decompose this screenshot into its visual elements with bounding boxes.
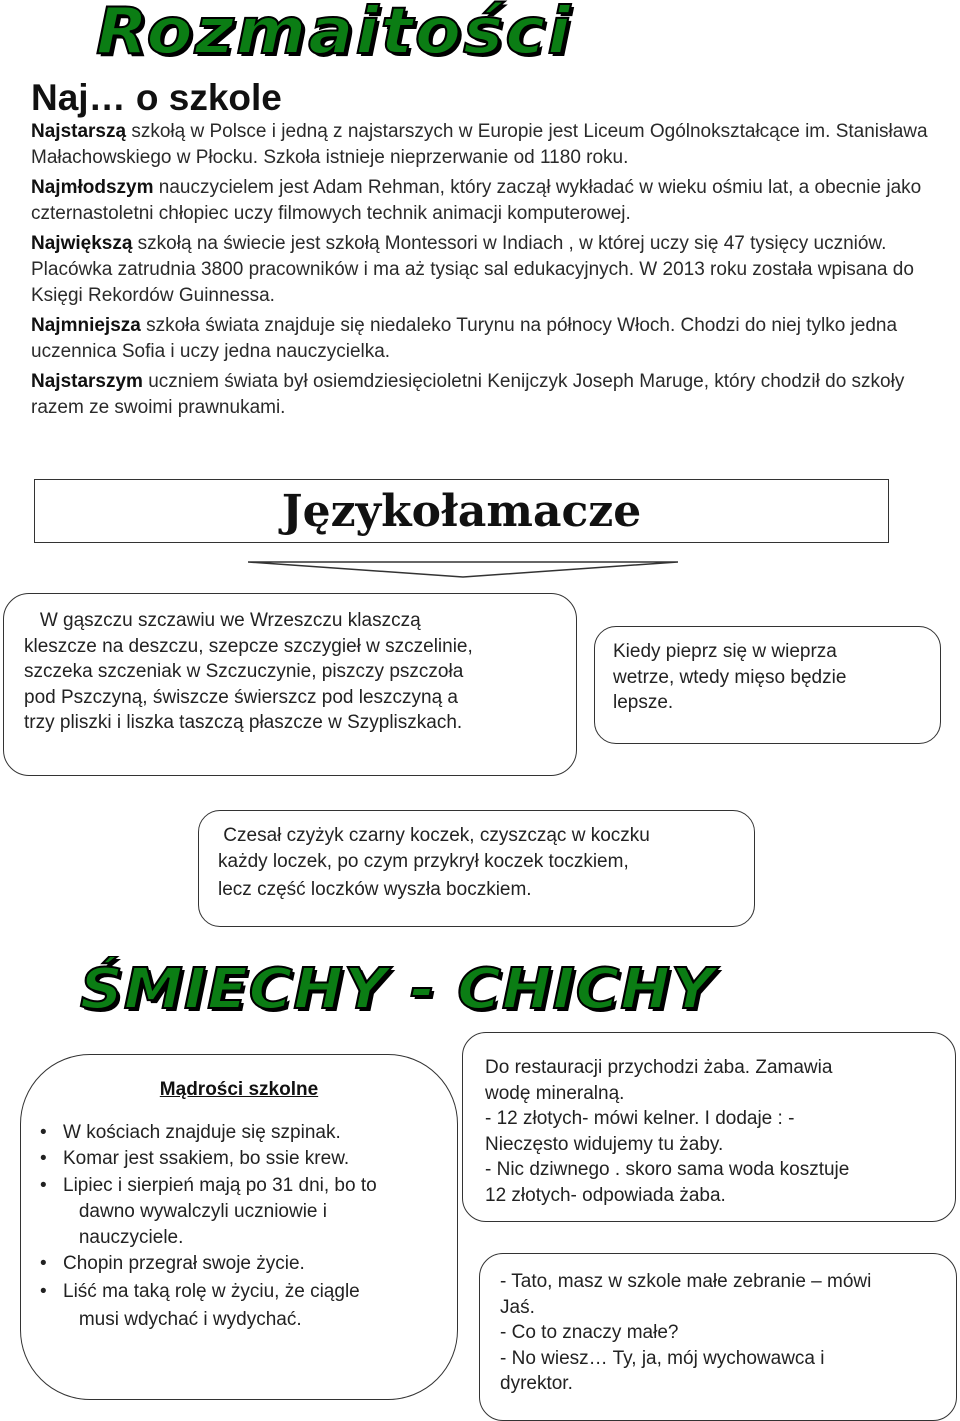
- joke-line: Nieczęsto widujemy tu żaby.: [485, 1133, 724, 1155]
- joke-tato-bubble: [479, 1253, 957, 1421]
- joke-line: 12 złotych- odpowiada żaba.: [485, 1184, 726, 1206]
- joke-line: - 12 złotych- mówi kelner. I dodaje : -: [485, 1108, 795, 1129]
- list-item-text: Liść ma taką rolę w życiu, że ciągle: [63, 1281, 360, 1302]
- paragraph-body: szkołą w Polsce i jedną z najstarszych w Europie jest Liceum Ogólnokształcące im. Stanisława Małachowskiego w Płocku. Szkoła istnieje nieprzerwanie od 1180 roku.: [31, 121, 928, 168]
- twister-line: W gąszczu szczawiu we Wrzeszczu klaszczą: [24, 610, 421, 631]
- naj-paragraph-najmlodszym: [31, 175, 931, 227]
- joke-line: - Co to znaczy małe?: [500, 1322, 679, 1343]
- madrosci-szkolne-heading: Mądrości szkolne: [159, 1079, 319, 1100]
- list-item-text: Lipiec i sierpień mają po 31 dni, bo to: [63, 1175, 377, 1196]
- naj-paragraph-najwieksza: [31, 231, 931, 309]
- paragraph-lead: Najstarszym: [31, 371, 143, 392]
- list-item: [37, 1279, 447, 1335]
- list-item-text: Chopin przegrał swoje życie.: [63, 1253, 305, 1274]
- naj-o-szkole-heading: Naj… o szkole: [31, 77, 282, 118]
- madrosci-szkolne-bubble: [20, 1054, 458, 1400]
- smiechy-chichy-wordart-title: ŚMIECHY - CHICHY: [80, 957, 716, 1022]
- twister-line: trzy pliszki i liszka taszczą płaszcze w Szypliszkach.: [24, 712, 463, 733]
- list-item: [37, 1251, 447, 1277]
- paragraph-lead: Największą: [31, 233, 133, 254]
- bullet-icon: •: [40, 1175, 47, 1196]
- tongue-twister-bubble-2: [594, 626, 941, 744]
- bullet-icon: •: [40, 1281, 47, 1302]
- twister-line: każdy loczek, po czym przykrył koczek toczkiem,: [218, 850, 629, 872]
- joke-line: Jaś.: [500, 1296, 535, 1318]
- list-item-text: W kościach znajduje się szpinak.: [63, 1122, 341, 1143]
- madrosci-list: [31, 1120, 447, 1335]
- bullet-icon: •: [40, 1148, 47, 1169]
- list-item: [37, 1120, 447, 1146]
- tongue-twister-bubble-3: [198, 810, 755, 927]
- paragraph-body: szkoła świata znajduje się niedaleko Turynu na północy Włoch. Chodzi do niej tylko jedna uczennica Sofia i uczy jedna nauczycielka.: [31, 315, 898, 362]
- bullet-icon: •: [40, 1253, 47, 1274]
- list-item: [37, 1146, 447, 1172]
- twister-line: Kiedy pieprz się w wieprza: [613, 641, 837, 662]
- naj-paragraph-najstarsza: [31, 119, 931, 171]
- list-item-text: dawno wywalczyli uczniowie i: [63, 1201, 327, 1222]
- joke-line: - No wiesz… Ty, ja, mój wychowawca i: [500, 1347, 825, 1369]
- paragraph-lead: Najmłodszym: [31, 177, 154, 198]
- list-item-text: Komar jest ssakiem, bo ssie krew.: [63, 1148, 350, 1169]
- paragraph-body: nauczycielem jest Adam Rehman, który zaczął wykładać w wieku ośmiu lat, a obecnie jako czternastoletni chłopiec uczy filmowych technik animacji komputerowej.: [31, 177, 922, 224]
- paragraph-lead: Najmniejsza: [31, 315, 141, 336]
- twister-line: szczeka szczeniak w Szczuczynie, piszczy pszczoła: [24, 661, 464, 682]
- joke-line: - Nic dziwnego . skoro sama woda kosztuje: [485, 1159, 850, 1180]
- twister-line: wetrze, wtedy mięso będzie: [613, 666, 847, 688]
- joke-line: dyrektor.: [500, 1373, 573, 1394]
- twister-line: lecz część loczków wyszła boczkiem.: [218, 879, 532, 900]
- list-item: [37, 1173, 447, 1251]
- twister-line: kleszcze na deszczu, szepcze szczygieł w szczelinie,: [24, 635, 473, 657]
- paragraph-body: uczniem świata był osiemdziesięcioletni Kenijczyk Joseph Maruge, który chodził do szkoły razem ze swoimi prawnukami.: [31, 371, 905, 418]
- jezykolamacze-banner: [34, 479, 889, 543]
- paragraph-body: szkołą na świecie jest szkołą Montessori w Indiach , w której uczy się 47 tysięcy uczniów. Placówka zatrudnia 3800 pracowników i ma aż tysiąc sal edukacyjnych. W 2013 roku została wpisana do Księgi Rekordów Guinnessa.: [31, 233, 914, 306]
- list-item-text: musi wdychać i wydychać.: [63, 1309, 302, 1330]
- joke-line: Do restauracji przychodzi żaba. Zamawia: [485, 1057, 833, 1078]
- twister-line: Czesał czyżyk czarny koczek, czyszcząc w koczku: [218, 825, 650, 846]
- joke-line: wodę mineralną.: [485, 1082, 625, 1104]
- joke-line: - Tato, masz w szkole małe zebranie – mówi: [500, 1271, 872, 1292]
- twister-line: lepsze.: [613, 692, 674, 713]
- naj-paragraph-najmniejsza: [31, 313, 931, 365]
- naj-paragraph-najstarszym: [31, 369, 931, 421]
- paragraph-lead: Najstarszą: [31, 121, 127, 142]
- bullet-icon: •: [40, 1122, 47, 1143]
- twister-line: pod Pszczyną, świszcze świerszcz pod leszczyną a: [24, 686, 458, 708]
- banner-arrow-shape: [248, 543, 678, 579]
- list-item-text: nauczyciele.: [63, 1227, 184, 1248]
- tongue-twister-bubble-1: [3, 593, 577, 776]
- joke-zaba-bubble: [462, 1032, 956, 1222]
- jezykolamacze-heading: Językołamacze: [281, 486, 642, 537]
- rozmaitosci-wordart-title: Rozmaitości: [96, 0, 573, 69]
